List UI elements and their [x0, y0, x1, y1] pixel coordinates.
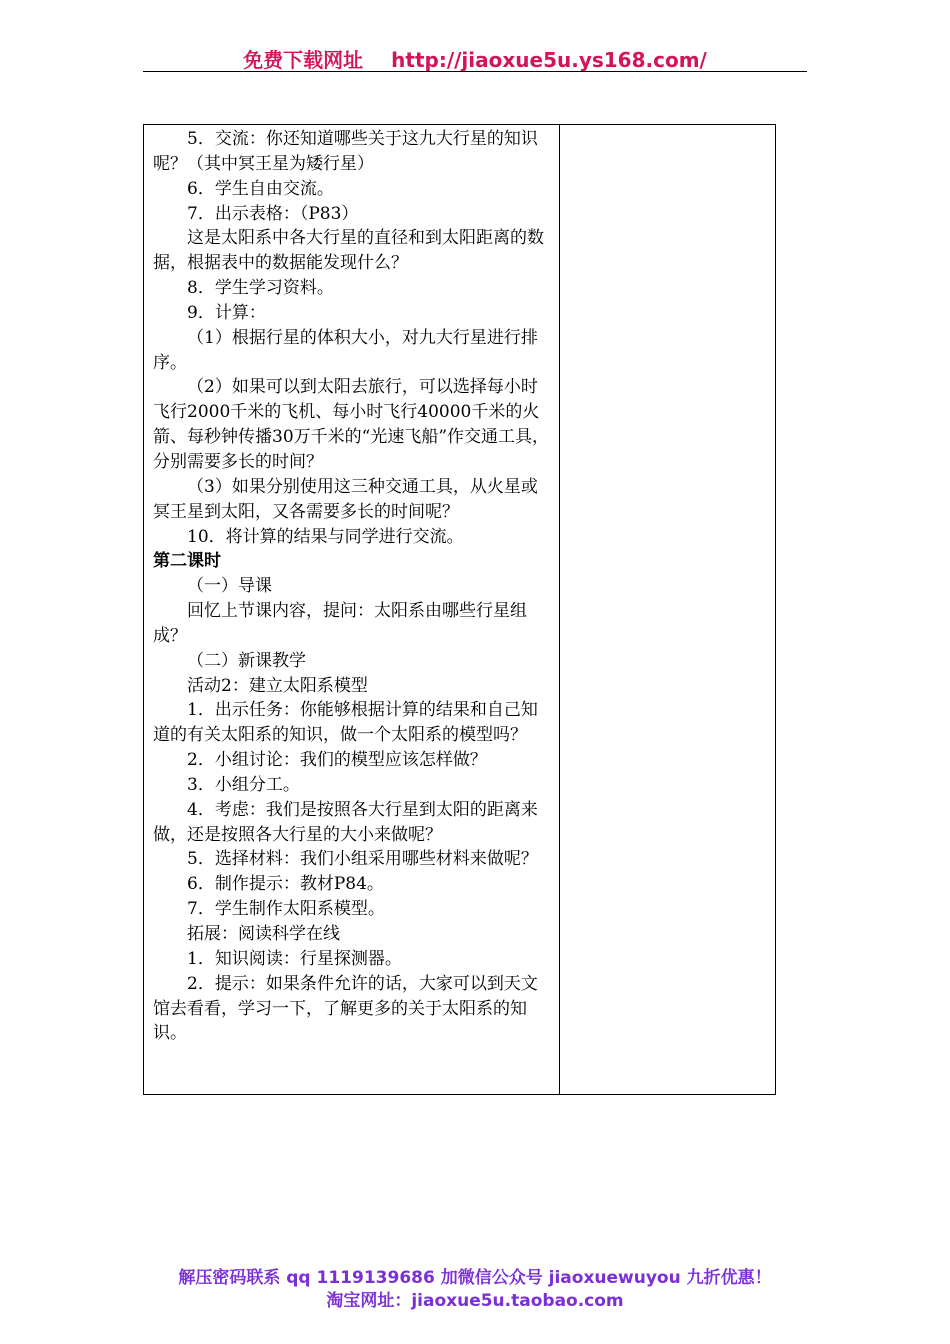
- lesson-paragraph: （2）如果可以到太阳去旅行，可以选择每小时飞行2000千米的飞机、每小时飞行40000千米的火箭、每秒钟传播30万千米的“光速飞船”作交通工具，分别需要多长的时间？: [153, 377, 550, 472]
- lesson-paragraph: 4．考虑：我们是按照各大行星到太阳的距离来做，还是按照各大行星的大小来做呢？: [153, 799, 538, 845]
- lesson-content-cell: [153, 127, 553, 1046]
- lesson-paragraph: 1．知识阅读：行星探测器。: [187, 948, 402, 969]
- lesson-paragraph: 活动2：建立太阳系模型: [187, 675, 368, 696]
- lesson-paragraph: 拓展：阅读科学在线: [187, 924, 340, 944]
- lesson-paragraph: （1）根据行星的体积大小，对九大行星进行排序。: [153, 327, 538, 373]
- footer-contact: 解压密码联系 qq 1119139686 加微信公众号 jiaoxuewuyou 九折优惠！: [178, 1268, 772, 1288]
- header-url-link[interactable]: http://jiaoxue5u.ys168.com/: [391, 48, 707, 72]
- lesson-paragraph: 回忆上节课内容，提问：太阳系由哪些行星组成？: [153, 601, 527, 646]
- lesson-paragraph: 这是太阳系中各大行星的直径和到太阳距离的数据，根据表中的数据能发现什么？: [153, 228, 544, 274]
- footer-shop-link[interactable]: 淘宝网址：jiaoxue5u.taobao.com: [326, 1291, 624, 1311]
- lesson-paragraph: 2．提示：如果条件允许的话，大家可以到天文馆去看看，学习一下，了解更多的关于太阳系的知识。: [153, 973, 538, 1044]
- header-label: 免费下载网址: [243, 48, 364, 72]
- lesson-paragraph: 8．学生学习资料。: [187, 278, 334, 299]
- header-divider: [143, 71, 807, 72]
- lesson-paragraph: 7．学生制作太阳系模型。: [187, 899, 385, 920]
- section-heading: 第二课时: [153, 551, 221, 572]
- lesson-paragraph: （一）导课: [187, 576, 272, 597]
- lesson-paragraph: 5．选择材料：我们小组采用哪些材料来做呢？: [187, 849, 538, 870]
- lesson-paragraph: 3．小组分工。: [187, 774, 300, 795]
- column-divider: [559, 125, 560, 1094]
- lesson-paragraph: 10．将计算的结果与同学进行交流。: [187, 526, 464, 547]
- lesson-paragraph: 6．制作提示：教材P84。: [187, 874, 384, 895]
- lesson-paragraph: （3）如果分别使用这三种交通工具，从火星或冥王星到太阳，又各需要多长的时间呢？: [153, 476, 538, 522]
- lesson-paragraph: （二）新课教学: [187, 650, 306, 671]
- lesson-paragraph: 6．学生自由交流。: [187, 178, 334, 199]
- lesson-table: [143, 124, 776, 1095]
- lesson-paragraph: 7．出示表格：（P83）: [187, 203, 359, 224]
- lesson-paragraph: 5．交流：你还知道哪些关于这九大行星的知识呢？（其中冥王星为矮行星）: [153, 129, 538, 174]
- lesson-paragraph: 2．小组讨论：我们的模型应该怎样做？: [187, 750, 487, 771]
- lesson-paragraph: 9．计算：: [187, 302, 266, 323]
- lesson-paragraph: 1．出示任务：你能够根据计算的结果和自己知道的有关太阳系的知识，做一个太阳系的模型吗？: [153, 700, 538, 746]
- page-header: [0, 44, 950, 73]
